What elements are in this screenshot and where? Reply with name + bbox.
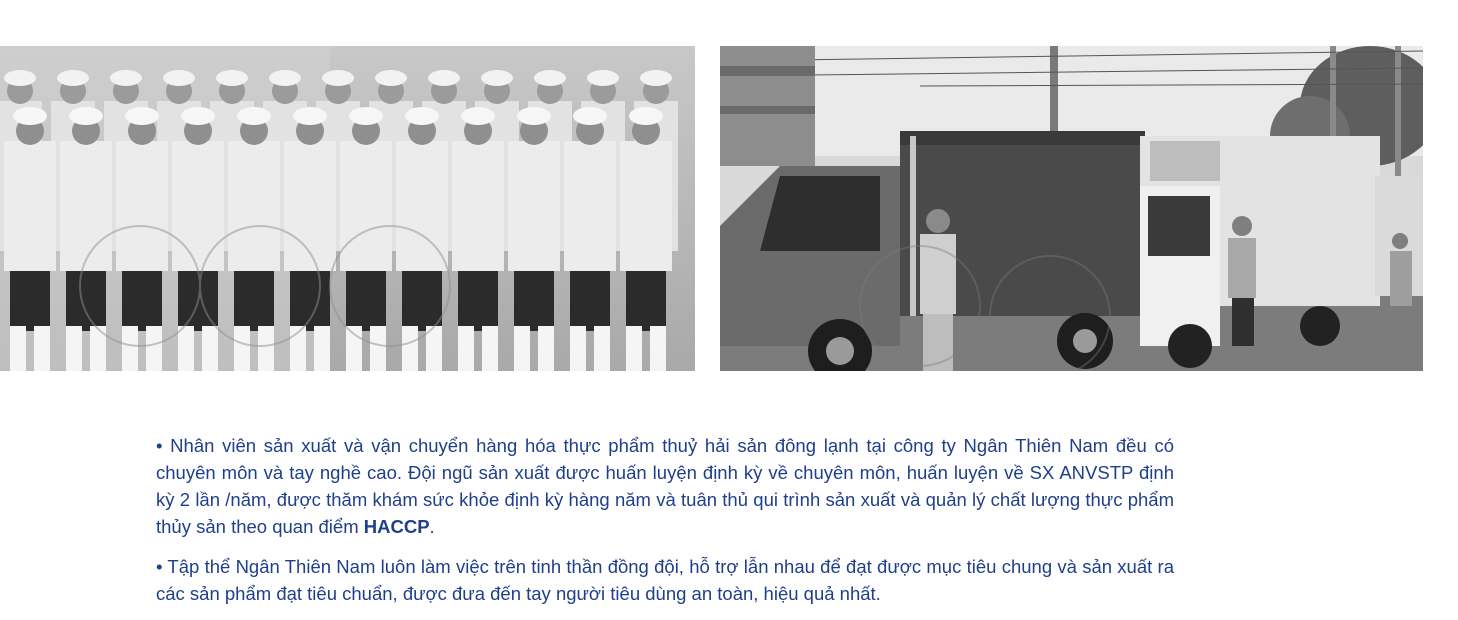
paragraph-2-text: • Tập thể Ngân Thiên Nam luôn làm việc trên tinh thần đồng đội, hỗ trợ lẫn nhau để đạt được mục tiêu chung và sản xuất ra các sản phẩm đạt tiêu chuẩn, được đưa đến tay người tiêu dùng an toàn, hiệu quả nhất. bbox=[156, 556, 1174, 604]
haccp-emphasis: HACCP bbox=[363, 516, 430, 537]
paragraph-teamwork bbox=[156, 553, 1174, 607]
description-text bbox=[156, 432, 1174, 620]
delivery-trucks-photo bbox=[720, 46, 1423, 371]
paragraph-1-suffix: . bbox=[429, 516, 435, 537]
paragraph-1-text: • Nhân viên sản xuất và vận chuyển hàng hóa thực phẩm thuỷ hải sản đông lạnh tại công ty Ngân Thiên Nam đều có chuyên môn và tay nghề cao. Đội ngũ sản xuất được huấn luyện định kỳ về chuyên môn, huấn luyện về SX ANVSTP định kỳ 2 lần /năm, được thăm khám sức khỏe định kỳ hàng năm và tuân thủ qui trình sản xuất và quản lý chất lượng thực phẩm thủy sản theo quan điểm bbox=[156, 435, 1174, 537]
staff-group-photo bbox=[0, 46, 695, 371]
paragraph-staff-training bbox=[156, 432, 1174, 540]
